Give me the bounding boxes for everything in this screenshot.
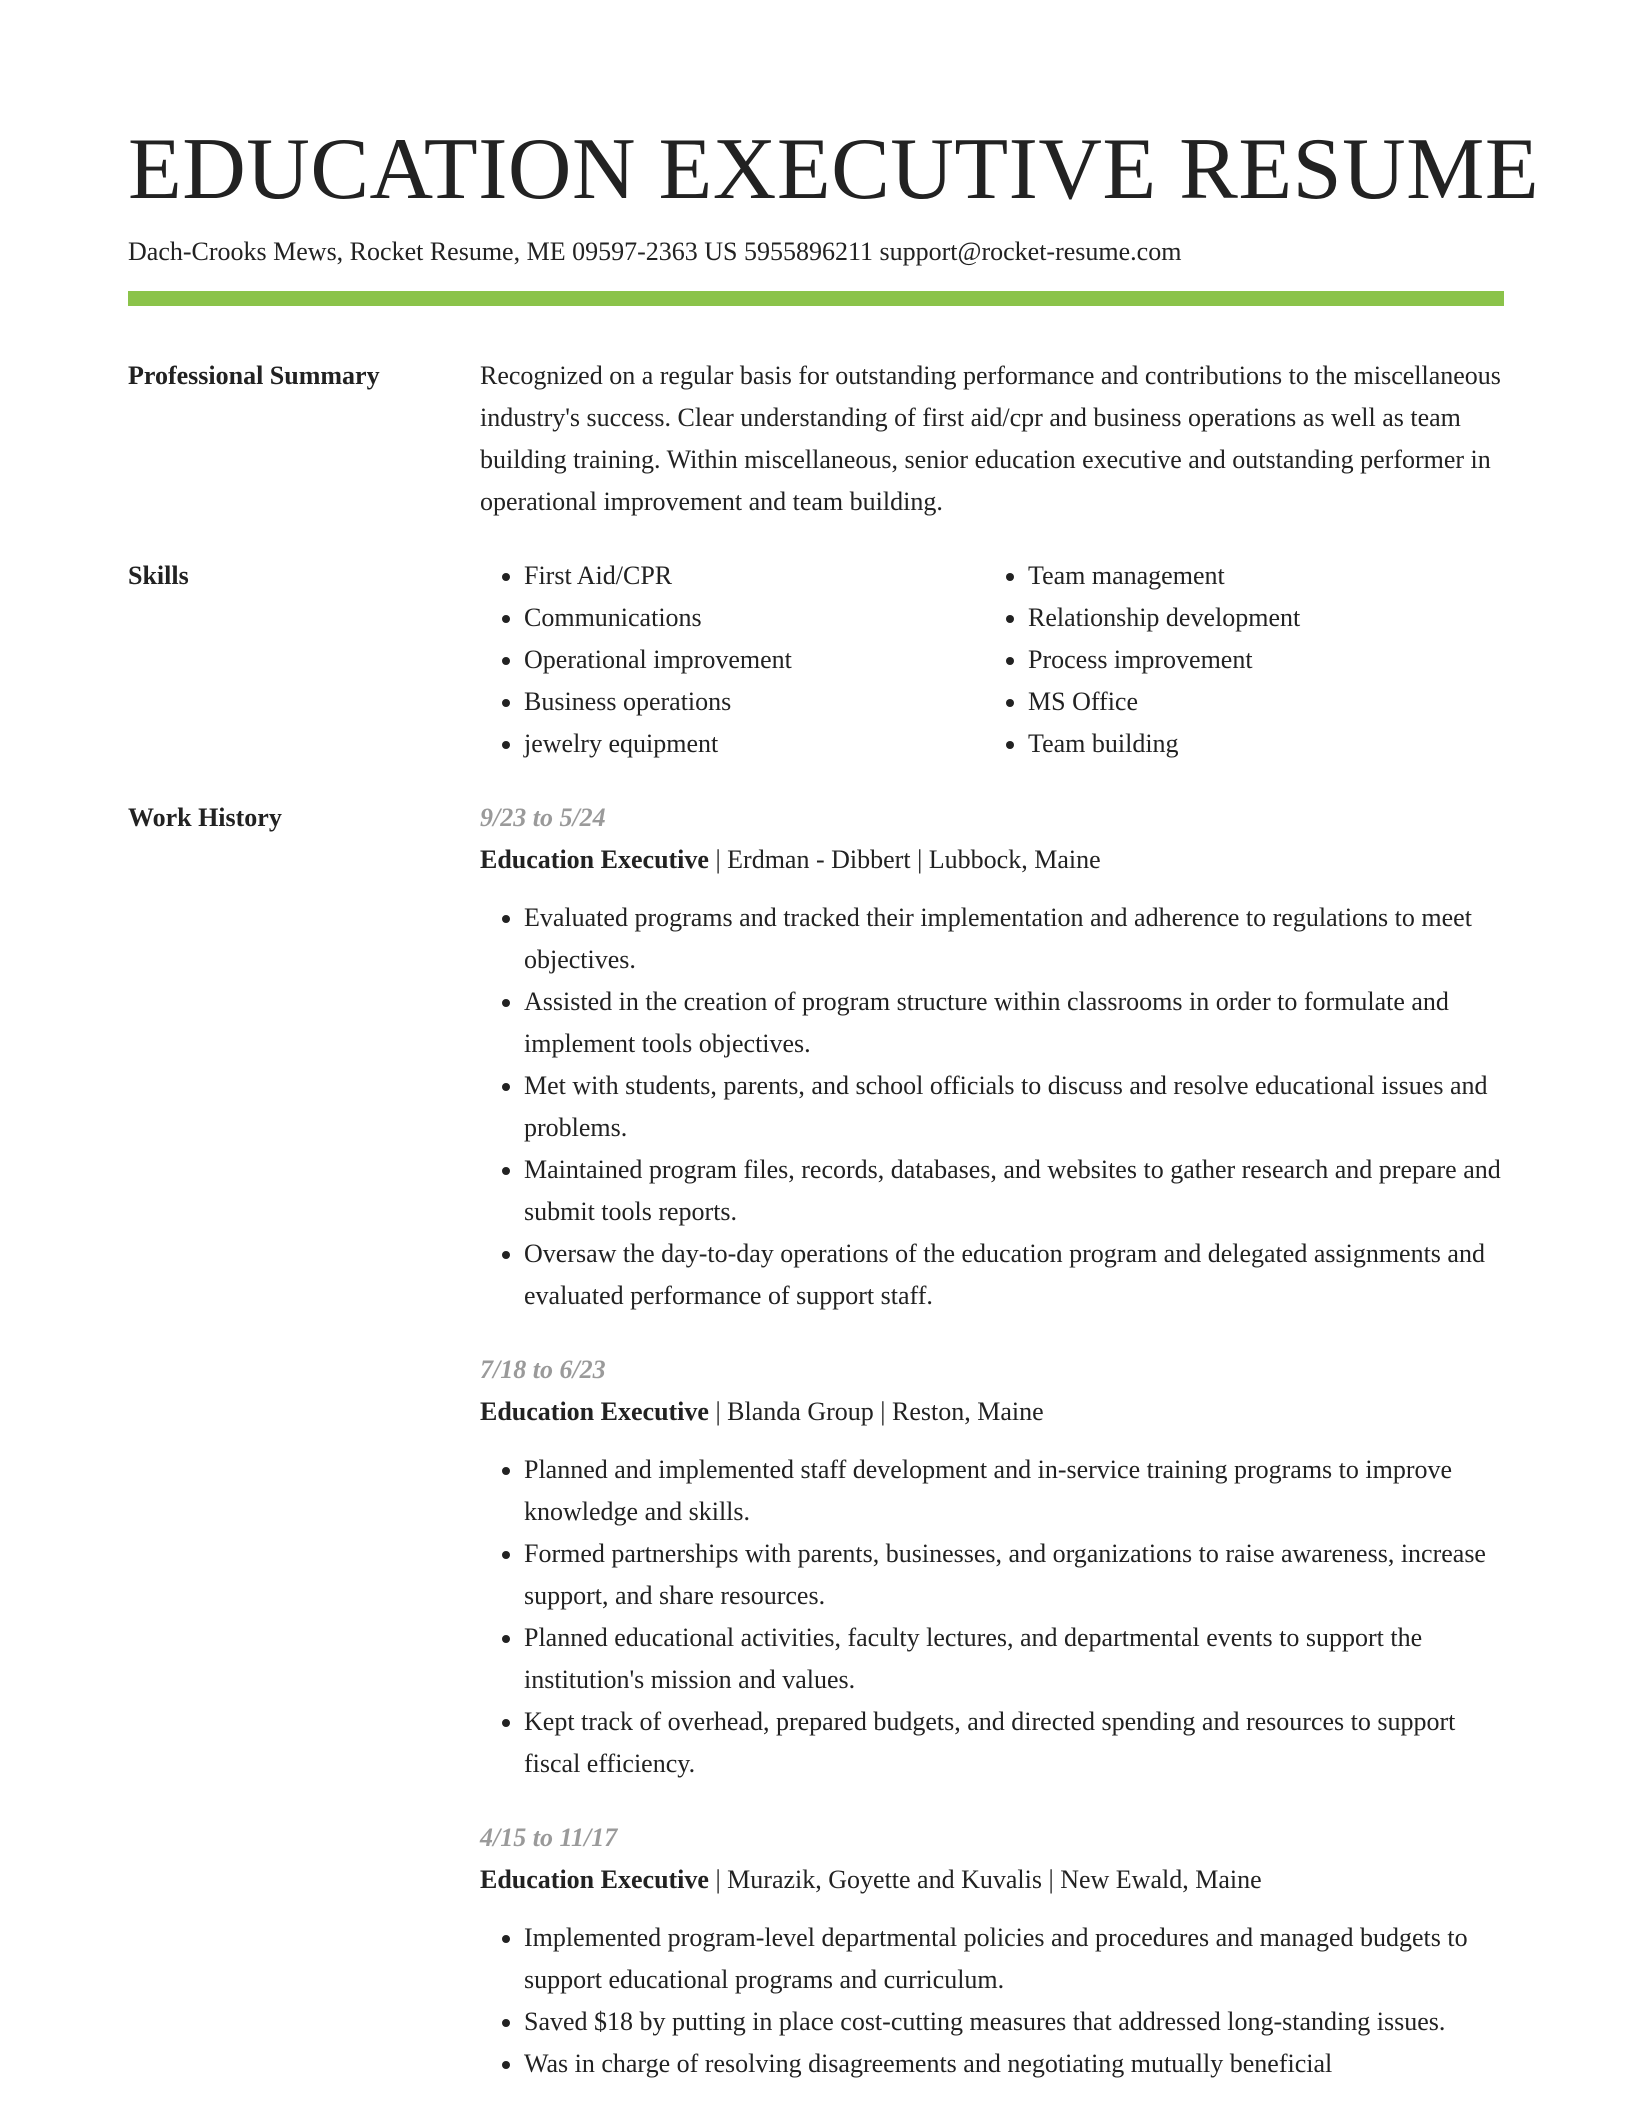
summary-text: Recognized on a regular basis for outstanding performance and contributions to the miscellaneous industry's success. Clear understanding of first aid/cpr and business operations as well as team building training. Within miscellaneous, senior education executive and outstanding performer in operational improvement and team building. — [480, 361, 1501, 516]
job-separator: | — [873, 1397, 892, 1426]
skill-item: • Operational improvement — [524, 639, 984, 681]
job-bullet: • Evaluated programs and tracked their implementation and adherence to regulations to meet objectives. — [524, 897, 1504, 981]
job-location: New Ewald, Maine — [1060, 1865, 1262, 1894]
skill-item: • Team building — [1028, 723, 1488, 765]
contact-line: Dach-Crooks Mews, Rocket Resume, ME 09597-2363 US 5955896211 support@rocket-resume.com — [128, 237, 1182, 266]
job-dates: 4/15 to 11/17 — [480, 1823, 618, 1852]
job-dates: 9/23 to 5/24 — [480, 803, 606, 832]
job-separator: | — [708, 1397, 728, 1426]
job-bullets — [480, 1917, 1504, 2085]
job-bullet: • Implemented program-level departmental policies and procedures and managed budgets to support educational programs and curriculum. — [524, 1917, 1504, 2001]
job-separator: | — [708, 1865, 728, 1894]
work-history-section — [128, 797, 1504, 2117]
job-bullet: • Met with students, parents, and school officials to discuss and resolve educational issues and problems. — [524, 1065, 1504, 1149]
job-bullet: • Assisted in the creation of program structure within classrooms in order to formulate and implement tools objectives. — [524, 981, 1504, 1065]
summary-section — [128, 355, 1504, 523]
job-bullet: • Planned and implemented staff development and in-service training programs to improve knowledge and skills. — [524, 1449, 1504, 1533]
skills-column-left — [480, 555, 984, 765]
resume-page — [128, 116, 1540, 2117]
job-heading — [480, 839, 1504, 881]
section-heading-work-history: Work History — [128, 803, 282, 832]
job-title: Education Executive — [480, 845, 709, 874]
job-title: Education Executive — [480, 1397, 709, 1426]
job-company: Erdman - Dibbert — [727, 845, 911, 874]
job-bullet: • Maintained program files, records, databases, and websites to gather research and prepare and submit tools reports. — [524, 1149, 1504, 1233]
job-location: Lubbock, Maine — [928, 845, 1101, 874]
job-bullet: • Oversaw the day-to-day operations of the education program and delegated assignments and evaluated performance of support staff. — [524, 1233, 1504, 1317]
job-separator: | — [708, 845, 728, 874]
job-bullets — [480, 897, 1504, 1317]
job-bullet: • Saved $18 by putting in place cost-cutting measures that addressed long-standing issues. — [524, 2001, 1504, 2043]
job-bullets — [480, 1449, 1504, 1785]
job-entry — [480, 1817, 1504, 2085]
skills-section — [128, 555, 1504, 765]
job-separator: | — [910, 845, 929, 874]
job-title: Education Executive — [480, 1865, 709, 1894]
skills-grid — [480, 555, 1504, 765]
work-history-list — [480, 797, 1504, 2117]
skill-item: • Business operations — [524, 681, 984, 723]
skill-item: • Process improvement — [1028, 639, 1488, 681]
job-bullet: • Formed partnerships with parents, businesses, and organizations to raise awareness, increase support, and share resources. — [524, 1533, 1504, 1617]
skill-item: • Relationship development — [1028, 597, 1488, 639]
skill-item: • jewelry equipment — [524, 723, 984, 765]
job-location: Reston, Maine — [891, 1397, 1044, 1426]
resume-title: EDUCATION EXECUTIVE RESUME — [128, 121, 1540, 218]
section-heading-summary: Professional Summary — [128, 361, 380, 390]
job-entry — [480, 797, 1504, 1317]
section-heading-skills: Skills — [128, 561, 189, 590]
job-company: Murazik, Goyette and Kuvalis — [727, 1865, 1042, 1894]
skills-column-right — [984, 555, 1488, 765]
job-entry — [480, 1349, 1504, 1785]
job-heading — [480, 1391, 1504, 1433]
job-heading — [480, 1859, 1504, 1901]
accent-divider — [128, 291, 1504, 306]
job-bullet: • Was in charge of resolving disagreements and negotiating mutually beneficial — [524, 2043, 1504, 2085]
job-separator: | — [1041, 1865, 1061, 1894]
skill-item: • MS Office — [1028, 681, 1488, 723]
job-bullet: • Kept track of overhead, prepared budgets, and directed spending and resources to support fiscal efficiency. — [524, 1701, 1504, 1785]
job-dates: 7/18 to 6/23 — [480, 1355, 606, 1384]
skill-item: • Team management — [1028, 555, 1488, 597]
job-company: Blanda Group — [727, 1397, 874, 1426]
skill-item: • Communications — [524, 597, 984, 639]
skill-item: • First Aid/CPR — [524, 555, 984, 597]
job-bullet: • Planned educational activities, faculty lectures, and departmental events to support the institution's mission and values. — [524, 1617, 1504, 1701]
